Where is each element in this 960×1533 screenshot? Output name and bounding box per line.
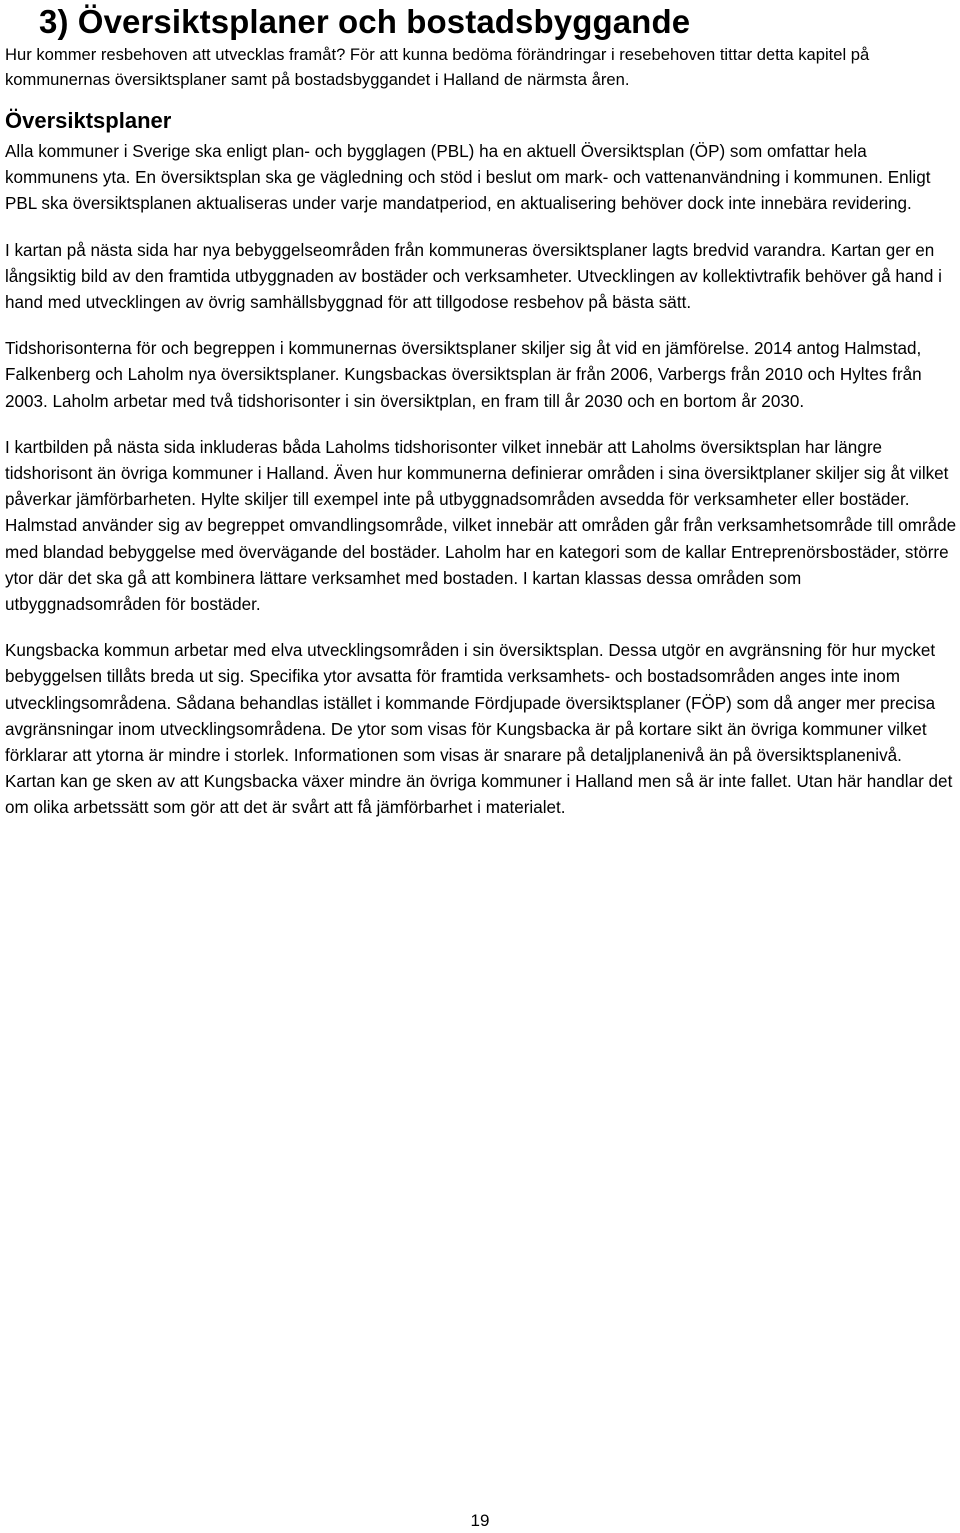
section-title: Översiktsplaner [5, 108, 172, 133]
chapter-intro: Hur kommer resbehoven att utvecklas framåt? För att kunna bedöma förändringar i resebehoven tittar detta kapitel på kommunernas översiktsplaner samt på bostadsbyggandet i Halland de närmsta åren. [5, 45, 870, 89]
page-number: 19 [470, 1511, 490, 1530]
body-paragraph: Kungsbacka kommun arbetar med elva utvecklingsområden i sin översiktsplan. Dessa utgör en avgränsning för hur mycket bebyggelsen tillåts breda ut sig. Specifika ytor avsatta för framtida verksamhets- och bostadsområden anges inte inom utvecklingsområdena. Sådana behandlas istället i kommande Fördjupade översiktsplaner (FÖP) som då anger mer precisa avgränsningar inom utvecklingsområdena. De ytor som visas för Kungsbacka är på kortare sikt än övriga kommuner vilket förklarar att ytorna är mindre i storlek. Informationen som visas är snarare på detaljplanenivå än på översiktsplanenivå. Kartan kan ge sken av att Kungsbacka växer mindre än övriga kommuner i Halland men så är inte fallet. Utan här handlar det om olika arbetssätt som gör att det är svårt att få jämförbarhet i materialet. [5, 641, 953, 818]
body-paragraph: I kartbilden på nästa sida inkluderas båda Laholms tidshorisonter vilket innebär att Laholms översiktsplan har längre tidshorisont än övriga kommuner i Halland. Även hur kommunerna definierar områden i sina översiktplaner skiljer sig åt vilket påverkar jämförbarheten. Hylte skiljer till exempel inte på utbyggnadsområden avsedda för verksamheter eller bostäder. Halmstad använder sig av begreppet omvandlingsområde, vilket innebär att områden går från verksamhetsområde till område med blandad bebyggelse med övervägande del bostäder. Laholm har en kategori som de kallar Entreprenörsbostäder, större ytor där det ska gå att kombinera lättare verksamhet med bostaden. I kartan klassas dessa områden som utbyggnadsområden för bostäder. [5, 437, 957, 615]
body-paragraph: Tidshorisonterna för och begreppen i kommunernas översiktsplaner skiljer sig åt vid en jämförelse. 2014 antog Halmstad, Falkenberg och Laholm nya översiktsplaner. Kungsbackas översiktsplan är från 2006, Varbergs från 2010 och Hyltes från 2003. Laholm arbetar med två tidshorisonter i sin översiktplan, en fram till år 2030 och en bortom år 2030. [5, 339, 922, 411]
chapter-title: 3) Översiktsplaner och bostadsbyggande [39, 3, 691, 40]
body-paragraph: Alla kommuner i Sverige ska enligt plan- och bygglagen (PBL) ha en aktuell Översiktsplan (ÖP) som omfattar hela kommunens yta. En översiktsplan ska ge vägledning och stöd i beslut om mark- och vattenanvändning i kommunen. Enligt PBL ska översiktsplanen aktualiseras under varje mandatperiod, en aktualisering behöver dock inte innebära revidering. [5, 142, 931, 214]
body-paragraph: I kartan på nästa sida har nya bebyggelseområden från kommuneras översiktsplaner lagts bredvid varandra. Kartan ger en långsiktig bild av den framtida utbyggnaden av bostäder och verksamheter. Utvecklingen av kollektivtrafik behöver gå hand i hand med utvecklingen av övrig samhällsbyggnad för att tillgodose resbehov på bästa sätt. [5, 240, 942, 313]
page-content [5, 2, 957, 822]
